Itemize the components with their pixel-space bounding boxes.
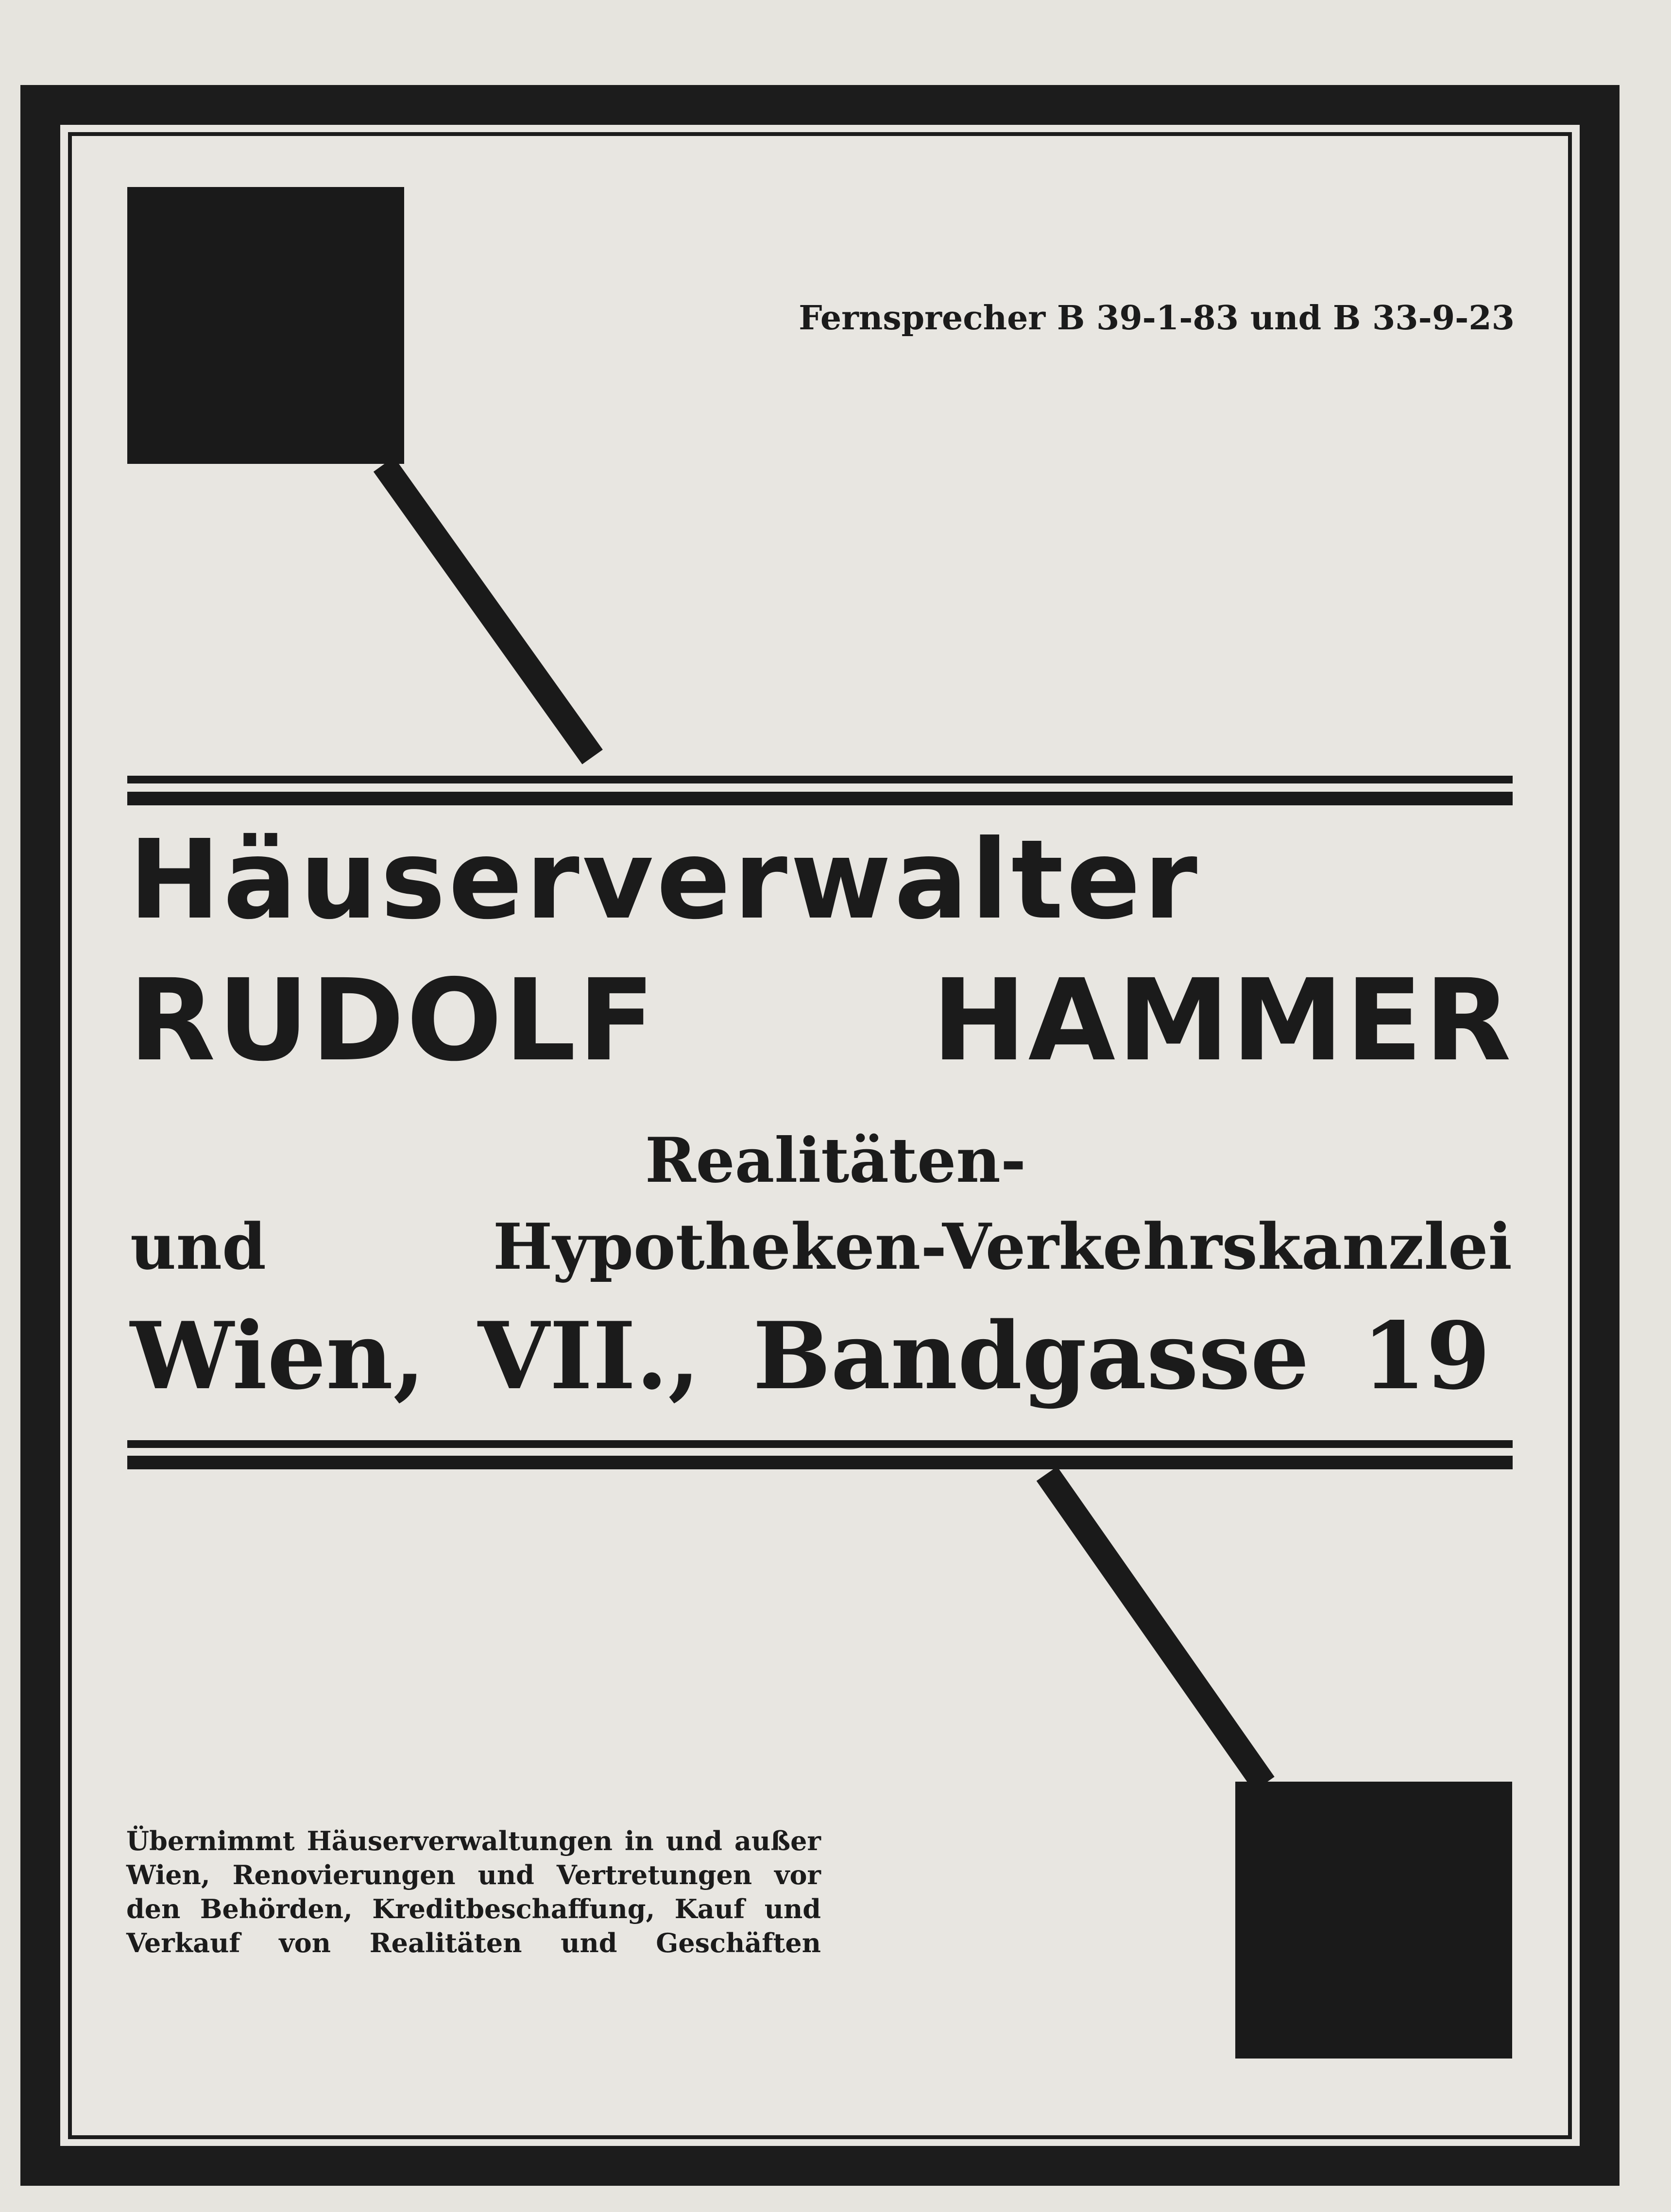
upper-rule-thin (127, 776, 1513, 783)
address: Wien, VII., Bandgasse 19 (130, 1302, 1490, 1410)
lower-rule-thick (127, 1456, 1513, 1469)
lower-rule-thin (127, 1440, 1513, 1448)
subtitle-realitaeten: Realitäten- (645, 1124, 1026, 1196)
services-line: Wien, Renovierungen und Vertretungen vor (126, 1859, 821, 1890)
headline-name: RUDOLF HAMMER (129, 955, 1513, 1086)
upper-rule-thick (127, 792, 1513, 805)
services-line: Verkauf von Realitäten und Geschäften (126, 1927, 821, 1958)
subtitle-kanzlei: und Hypotheken-Verkehrskanzlei (130, 1209, 1512, 1284)
bottom-right-square-ornament (1235, 1782, 1512, 2059)
top-left-square-ornament (127, 187, 404, 464)
headline-title: Häuserverwalter (129, 817, 1200, 944)
services-description (126, 1824, 821, 1960)
phone-numbers: Fernsprecher B 39-1-83 und B 33-9-23 (799, 299, 1515, 338)
services-line: Übernimmt Häuserverwaltungen in und außer (126, 1825, 821, 1856)
services-line: den Behörden, Kreditbeschaffung, Kauf und (126, 1893, 821, 1924)
